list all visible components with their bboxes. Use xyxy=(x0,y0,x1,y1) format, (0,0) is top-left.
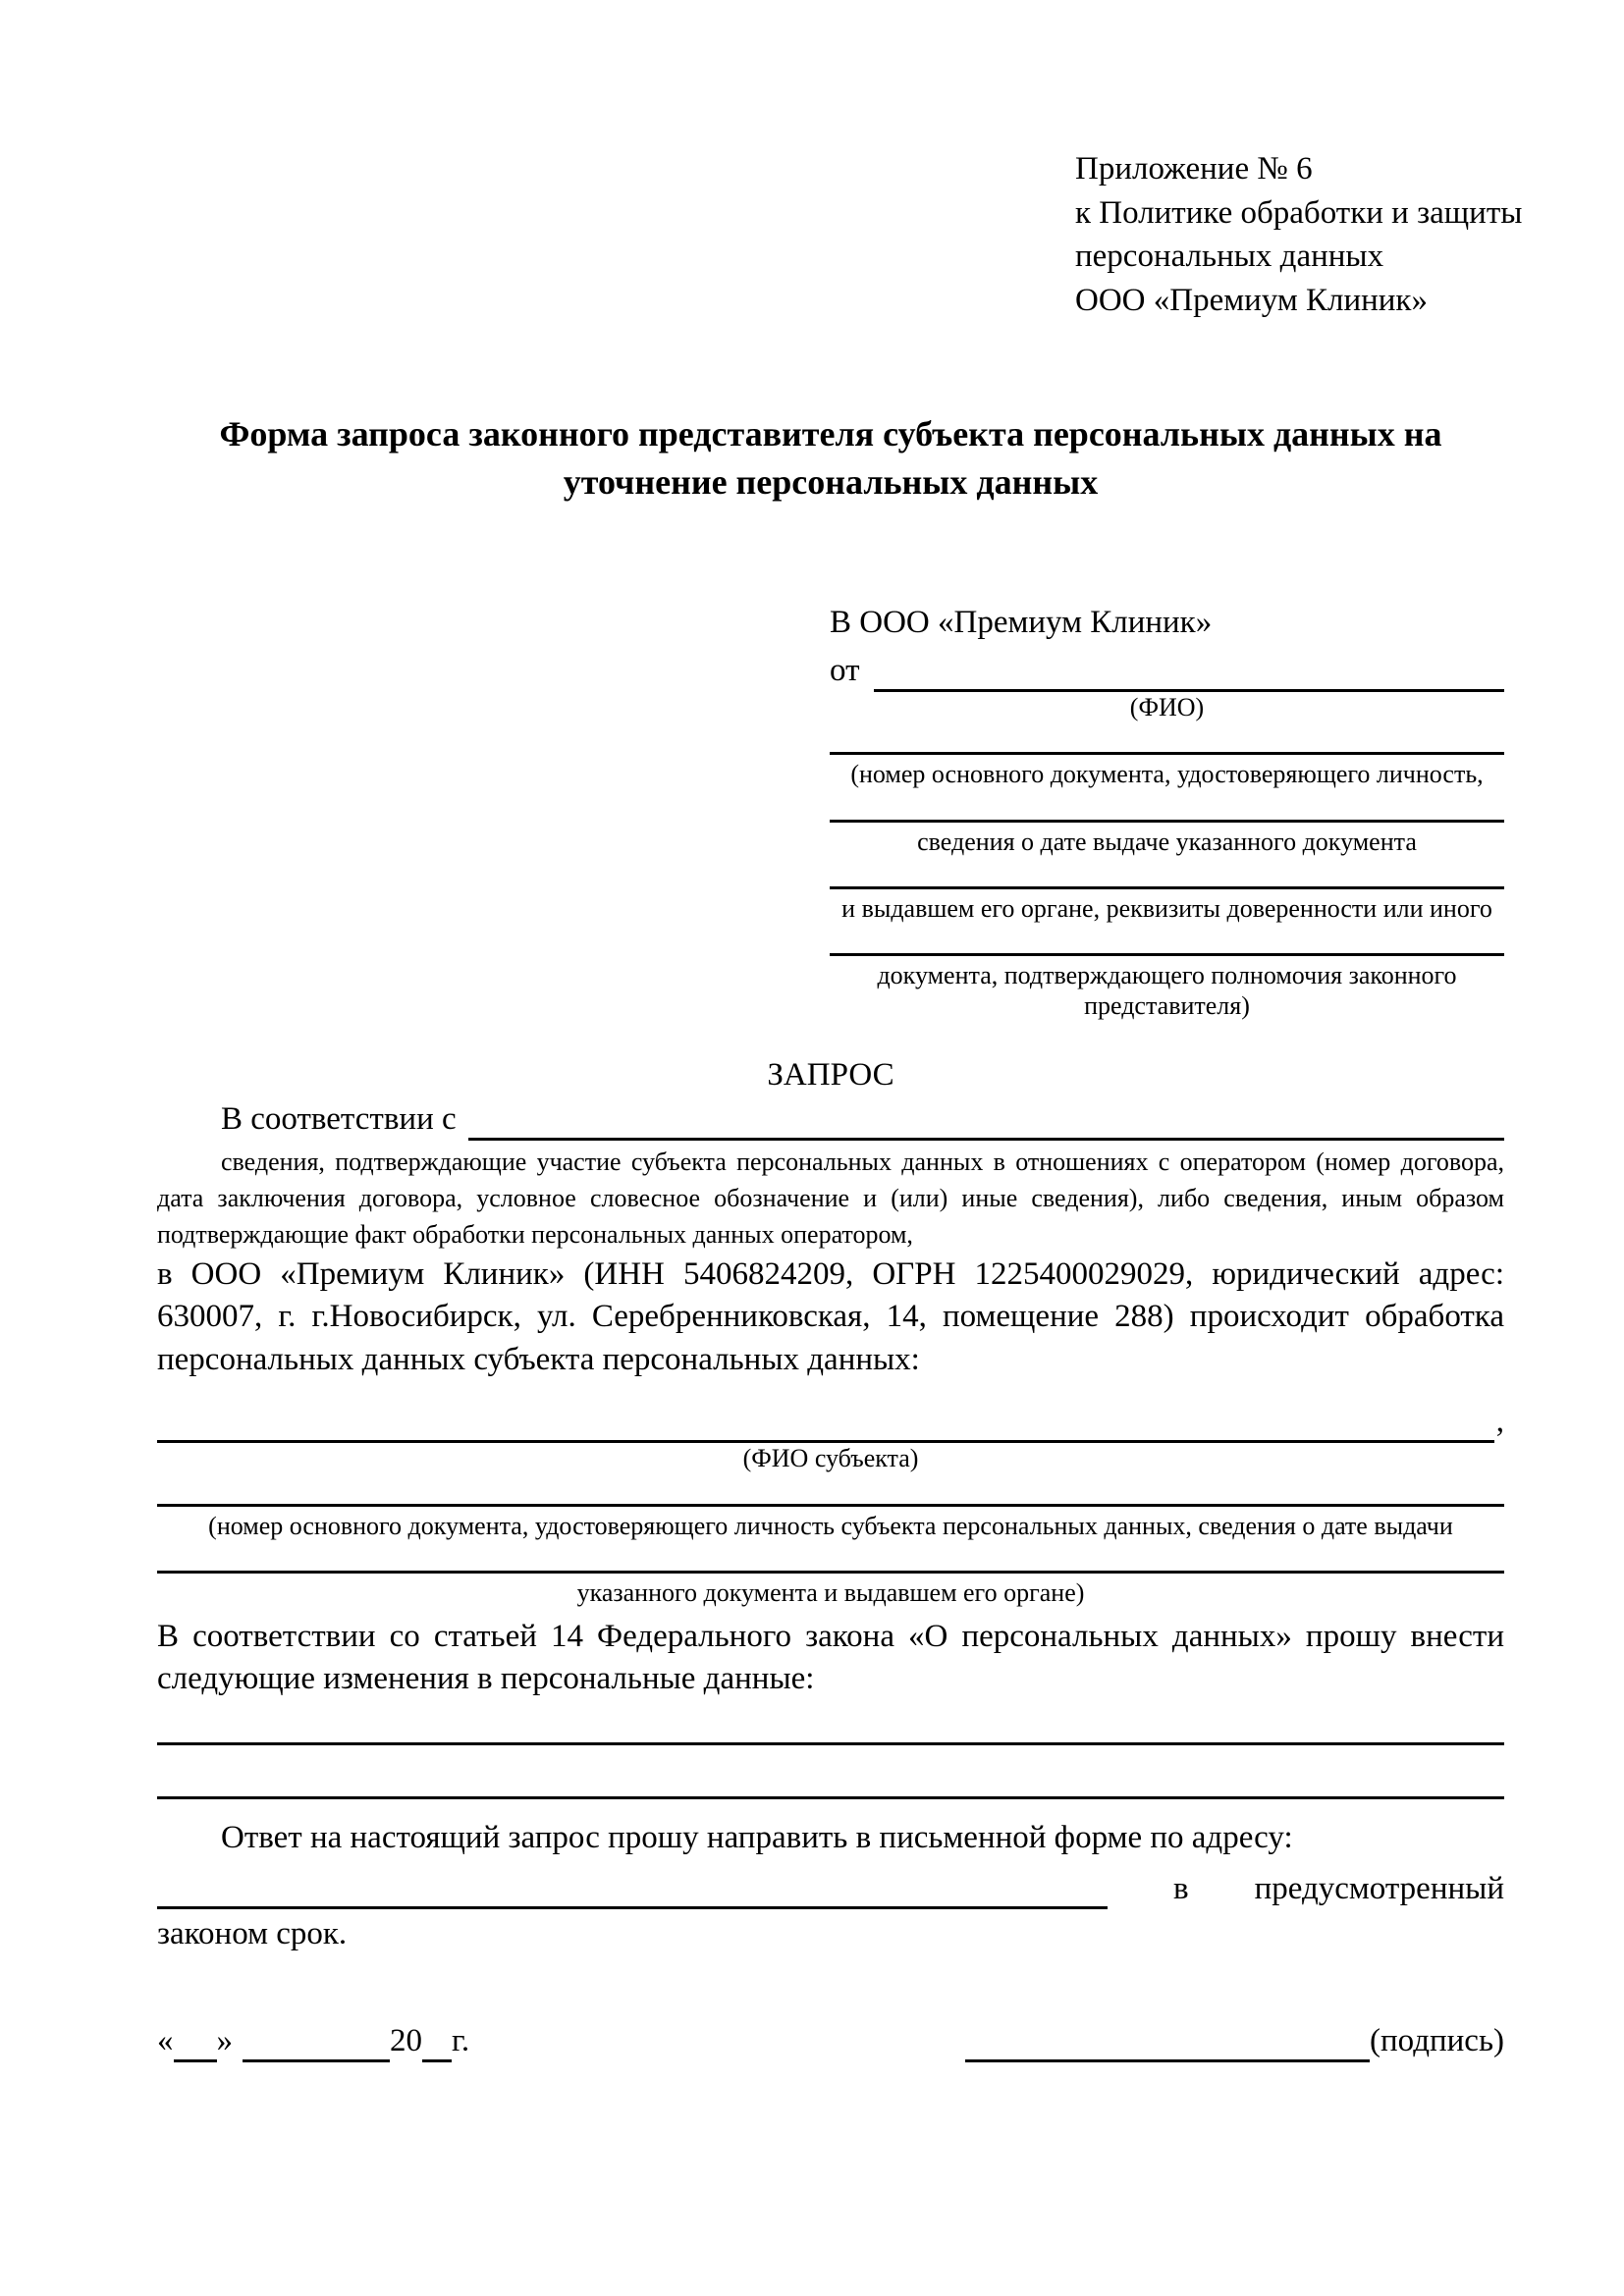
request-heading: ЗАПРОС xyxy=(767,1057,894,1094)
appendix-header-line-2: к Политике обработки и защиты xyxy=(1075,194,1523,231)
subject-doc-caption-1: (номер основного документа, удостоверяющего личность субъекта персональных данных, сведения о дате выдачи xyxy=(208,1511,1453,1540)
representative-doc-field-1 xyxy=(830,752,1504,789)
date-year-suffix: г. xyxy=(452,2023,470,2059)
date-day-line[interactable] xyxy=(174,2030,217,2062)
representative-fio-line[interactable] xyxy=(874,652,1505,692)
reply-address-line[interactable] xyxy=(157,1873,1108,1909)
operator-paragraph: в ООО «Премиум Клиник» (ИНН 5406824209, ОГРН 1225400029029, юридический адрес: 630007, г. г.Новосибирск, ул. Серебренниковская, 14, помещение 288) происходит обработка персональных данных субъекта персональных данных: xyxy=(157,1255,1504,1377)
reply-sentence: Ответ на настоящий запрос прошу направить в письменной форме по адресу: xyxy=(221,1819,1293,1855)
addressee-block xyxy=(830,602,1504,1021)
representative-doc-field-3 xyxy=(830,886,1504,924)
representative-doc-field-4 xyxy=(830,953,1504,1021)
date-quote-open: « xyxy=(157,2023,174,2059)
representative-doc-line-3[interactable] xyxy=(830,886,1504,889)
reply-address-row xyxy=(157,1868,1504,1910)
basis-caption: сведения, подтверждающие участие субъекта персональных данных в отношениях с оператором (номер договора, дата заключения договора, условное словесное обозначение и (или) иные сведения), либо сведения, иным образом подтверждающие факт обработки персональных данных оператором, xyxy=(157,1148,1504,1249)
footer-row xyxy=(157,2020,1504,2062)
reply-closing: законом срок. xyxy=(157,1916,348,1952)
appendix-header-line-1: Приложение № 6 xyxy=(1075,151,1313,187)
addressee-organization: В ООО «Премиум Клиник» xyxy=(830,605,1213,641)
changes-input-line-1[interactable] xyxy=(157,1742,1504,1745)
from-row xyxy=(830,650,1504,692)
date-month-line[interactable] xyxy=(243,2030,390,2062)
subject-doc-caption-2: указанного документа и выдавшем его органе) xyxy=(576,1577,1085,1607)
basis-row xyxy=(157,1098,1504,1141)
law-paragraph: В соответствии со статьей 14 Федерального закона «О персональных данных» прошу внести следующие изменения в персональные данные: xyxy=(157,1618,1504,1697)
subject-doc-field-2 xyxy=(157,1571,1504,1608)
date-group xyxy=(157,2020,469,2062)
subject-doc-field-1 xyxy=(157,1504,1504,1541)
appendix-header xyxy=(1075,147,1523,322)
subject-doc-line-1[interactable] xyxy=(157,1504,1504,1507)
date-year-prefix: 20 xyxy=(390,2023,422,2059)
date-year-line[interactable] xyxy=(422,2030,452,2062)
appendix-header-line-3: персональных данных xyxy=(1075,239,1384,275)
signature-line[interactable] xyxy=(965,2026,1370,2062)
appendix-header-line-4: ООО «Премиум Клиник» xyxy=(1075,282,1428,318)
from-label: от xyxy=(830,653,860,689)
representative-doc-field-2 xyxy=(830,820,1504,857)
signature-caption: (подпись) xyxy=(1370,2023,1504,2059)
subject-doc-line-2[interactable] xyxy=(157,1571,1504,1574)
representative-doc-line-1[interactable] xyxy=(830,752,1504,755)
subject-fio-row xyxy=(157,1401,1504,1443)
changes-input-line-2[interactable] xyxy=(157,1796,1504,1799)
basis-input-line[interactable] xyxy=(468,1100,1504,1141)
representative-doc-caption-2: сведения о дате выдаче указанного документа xyxy=(917,827,1417,856)
signature-group xyxy=(965,2020,1504,2062)
page-title: Форма запроса законного представителя субъекта персональных данных на уточнение персональных данных xyxy=(219,414,1442,502)
basis-label: В соответствии с xyxy=(221,1101,457,1138)
representative-doc-line-2[interactable] xyxy=(830,820,1504,823)
representative-doc-line-4[interactable] xyxy=(830,953,1504,956)
reply-tail-word-1: в xyxy=(1173,1870,1189,1906)
date-quote-close: » xyxy=(216,2023,233,2059)
representative-doc-caption-3: и выдавшем его органе, реквизиты доверенности или иного xyxy=(841,893,1492,923)
subject-fio-comma: , xyxy=(1495,1404,1504,1440)
representative-doc-caption-4: документа, подтверждающего полномочия законного представителя) xyxy=(877,960,1457,1021)
representative-doc-caption-1: (номер основного документа, удостоверяющего личность, xyxy=(850,760,1484,789)
subject-fio-caption: (ФИО субъекта) xyxy=(742,1444,919,1473)
representative-fio-caption: (ФИО) xyxy=(1129,693,1205,722)
subject-fio-line[interactable] xyxy=(157,1413,1494,1443)
reply-tail-word-2: предусмотренный xyxy=(1254,1870,1504,1906)
